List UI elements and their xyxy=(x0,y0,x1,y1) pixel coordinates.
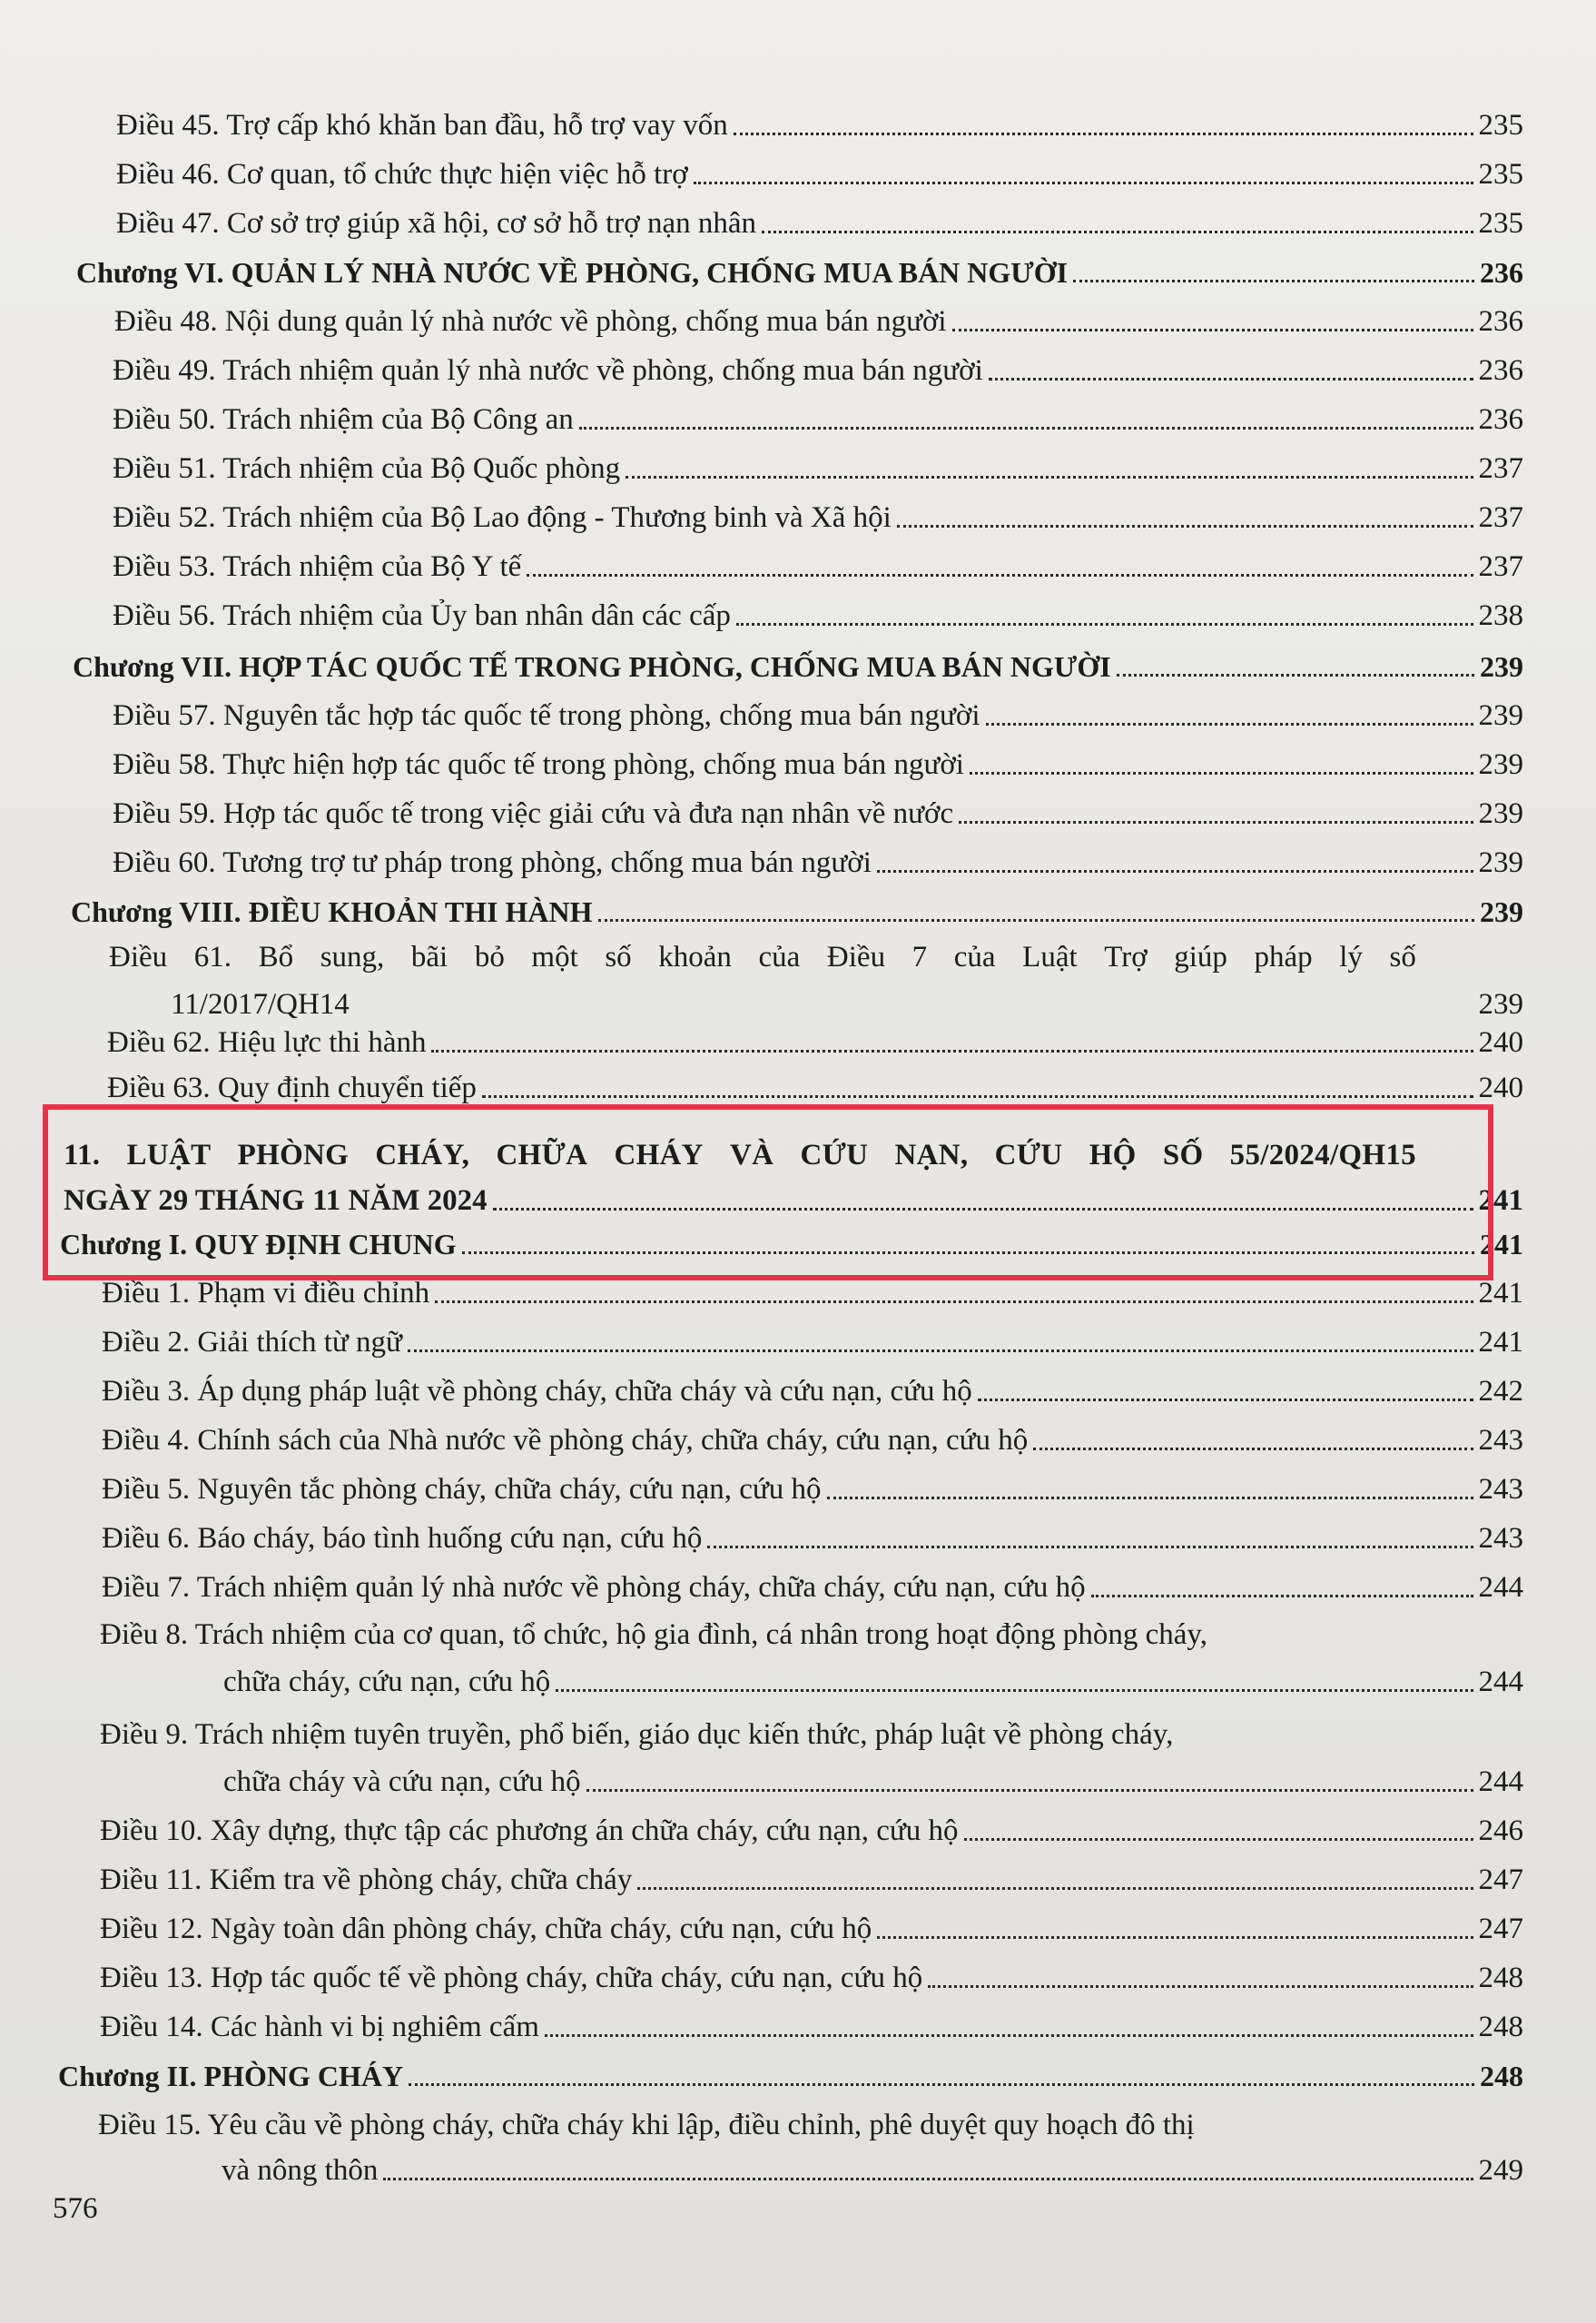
toc-entry: Điều 53. Trách nhiệm của Bộ Y tế 237 xyxy=(113,550,1523,583)
toc-entry: 11/2017/QH14 239 xyxy=(171,988,1523,1021)
highlight-box xyxy=(43,1104,1493,1280)
toc-chapter: Chương I. QUY ĐỊNH CHUNG 241 xyxy=(60,1228,1523,1260)
toc-chapter: Chương VIII. ĐIỀU KHOẢN THI HÀNH 239 xyxy=(71,895,1523,928)
toc-entry: Điều 48. Nội dung quản lý nhà nước về phòng, chống mua bán người 236 xyxy=(114,305,1523,338)
toc-entry: Điều 45. Trợ cấp khó khăn ban đầu, hỗ trợ vay vốn 235 xyxy=(116,109,1523,142)
toc-entry: Điều 4. Chính sách của Nhà nước về phòng cháy, chữa cháy, cứu nạn, cứu hộ 243 xyxy=(102,1424,1523,1457)
law-section-title: 11. LUẬT PHÒNG CHÁY, CHỮA CHÁY VÀ CỨU NẠN, CỨU HỘ SỐ 55/2024/QH15 xyxy=(64,1139,1416,1171)
toc-entry: Điều 60. Tương trợ tư pháp trong phòng, chống mua bán người 239 xyxy=(113,846,1523,879)
toc-entry: Điều 14. Các hành vi bị nghiêm cấm 248 xyxy=(100,2011,1523,2043)
toc-entry: chữa cháy, cứu nạn, cứu hộ 244 xyxy=(223,1666,1523,1698)
toc-entry: Điều 10. Xây dựng, thực tập các phương án chữa cháy, cứu nạn, cứu hộ 246 xyxy=(100,1814,1523,1847)
toc-entry: Điều 57. Nguyên tắc hợp tác quốc tế trong phòng, chống mua bán người 239 xyxy=(113,699,1523,732)
toc-entry: Điều 12. Ngày toàn dân phòng cháy, chữa cháy, cứu nạn, cứu hộ 247 xyxy=(100,1913,1523,1945)
page-number: 576 xyxy=(53,2192,98,2225)
toc-chapter: Chương II. PHÒNG CHÁY 248 xyxy=(58,2060,1523,2092)
toc-entry: Điều 5. Nguyên tắc phòng cháy, chữa cháy, cứu nạn, cứu hộ 243 xyxy=(102,1473,1523,1506)
toc-entry: Điều 49. Trách nhiệm quản lý nhà nước về phòng, chống mua bán người 236 xyxy=(113,354,1523,387)
toc-chapter: Chương VI. QUẢN LÝ NHÀ NƯỚC VỀ PHÒNG, CHỐNG MUA BÁN NGƯỜI 236 xyxy=(76,256,1523,289)
toc-entry-first-line: Điều 15. Yêu cầu về phòng cháy, chữa cháy khi lập, điều chỉnh, phê duyệt quy hoạch đô thị xyxy=(98,2109,1195,2141)
toc-entry: Điều 1. Phạm vi điều chỉnh 241 xyxy=(102,1277,1523,1310)
toc-entry: Điều 13. Hợp tác quốc tế về phòng cháy, chữa cháy, cứu nạn, cứu hộ 248 xyxy=(100,1962,1523,1994)
toc-entry: Điều 51. Trách nhiệm của Bộ Quốc phòng 237 xyxy=(113,452,1523,485)
toc-entry: Điều 7. Trách nhiệm quản lý nhà nước về phòng cháy, chữa cháy, cứu nạn, cứu hộ 244 xyxy=(102,1571,1523,1604)
toc-entry: Điều 2. Giải thích từ ngữ 241 xyxy=(102,1326,1523,1359)
toc-entry: Điều 47. Cơ sở trợ giúp xã hội, cơ sở hỗ trợ nạn nhân 235 xyxy=(116,207,1523,240)
toc-entry: Điều 52. Trách nhiệm của Bộ Lao động - Thương binh và Xã hội 237 xyxy=(113,501,1523,534)
toc-entry: Điều 50. Trách nhiệm của Bộ Công an 236 xyxy=(113,403,1523,436)
toc-entry-first-line: Điều 61. Bổ sung, bãi bỏ một số khoản của Điều 7 của Luật Trợ giúp pháp lý số xyxy=(109,941,1416,974)
toc-entry: Điều 3. Áp dụng pháp luật về phòng cháy, chữa cháy và cứu nạn, cứu hộ 242 xyxy=(102,1375,1523,1408)
toc-entry: chữa cháy và cứu nạn, cứu hộ 244 xyxy=(223,1765,1523,1798)
toc-entry-first-line: Điều 9. Trách nhiệm tuyên truyền, phổ biến, giáo dục kiến thức, pháp luật về phòng cháy, xyxy=(100,1718,1174,1751)
toc-chapter: Chương VII. HỢP TÁC QUỐC TẾ TRONG PHÒNG, CHỐNG MUA BÁN NGƯỜI 239 xyxy=(73,650,1523,683)
toc-entry: Điều 63. Quy định chuyển tiếp 240 xyxy=(107,1072,1523,1104)
toc-entry: Điều 56. Trách nhiệm của Ủy ban nhân dân các cấp 238 xyxy=(113,599,1523,632)
toc-entry: Điều 59. Hợp tác quốc tế trong việc giải cứu và đưa nạn nhân về nước 239 xyxy=(113,797,1523,830)
toc-entry: Điều 6. Báo cháy, báo tình huống cứu nạn, cứu hộ 243 xyxy=(102,1522,1523,1555)
toc-entry-first-line: Điều 8. Trách nhiệm của cơ quan, tổ chức, hộ gia đình, cá nhân trong hoạt động phòng cháy, xyxy=(100,1618,1208,1651)
toc-entry: Điều 46. Cơ quan, tổ chức thực hiện việc hỗ trợ 235 xyxy=(116,158,1523,191)
toc-entry: Điều 58. Thực hiện hợp tác quốc tế trong phòng, chống mua bán người 239 xyxy=(113,748,1523,781)
law-section-subtitle: NGÀY 29 THÁNG 11 NĂM 2024 241 xyxy=(64,1184,1523,1217)
toc-entry: và nông thôn 249 xyxy=(222,2154,1523,2187)
toc-entry: Điều 62. Hiệu lực thi hành 240 xyxy=(107,1026,1523,1059)
toc-entry: Điều 11. Kiểm tra về phòng cháy, chữa cháy 247 xyxy=(100,1863,1523,1896)
